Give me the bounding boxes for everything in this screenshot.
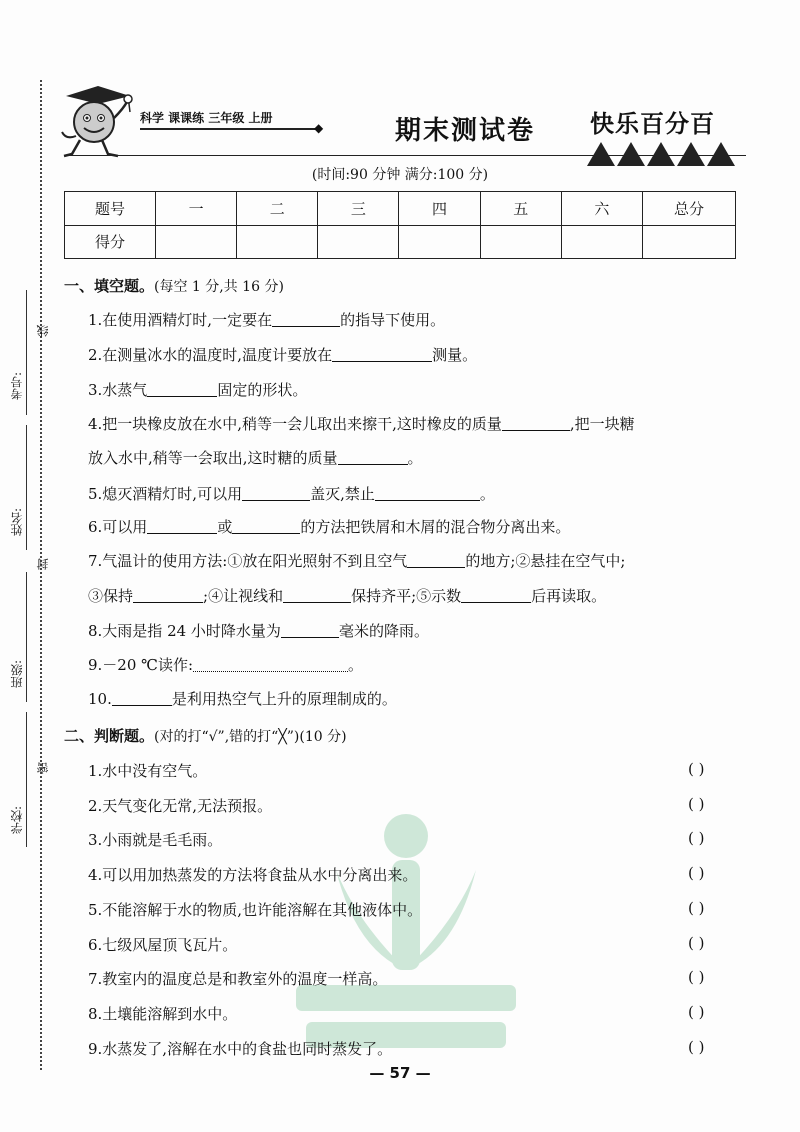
judge-question: 7.教室内的温度总是和教室外的温度一样高。 <box>88 970 388 988</box>
answer-parentheses[interactable]: ( ) <box>688 968 705 986</box>
name-field[interactable] <box>26 425 27 550</box>
school-label: 学校: <box>10 806 24 835</box>
answer-blank[interactable] <box>232 517 300 534</box>
series-label: 科学 课课练 三年级 上册 <box>140 111 273 125</box>
judge-question: 6.七级风屋顶飞瓦片。 <box>88 936 238 954</box>
binding-dotted-line <box>40 80 42 1070</box>
cut-mark-line: 线 <box>36 325 50 337</box>
score-row-label: 得分 <box>65 225 156 259</box>
page-number: — 57 — <box>369 1064 431 1082</box>
answer-blank[interactable] <box>147 517 217 534</box>
score-header-cell: 总分 <box>643 192 736 226</box>
score-row <box>65 225 736 259</box>
name-label: 姓名: <box>10 508 24 537</box>
answer-blank[interactable] <box>375 484 480 501</box>
fill-question-6: 6.可以用 或 的方法把铁屑和木屑的混合物分离出来。 <box>88 518 571 536</box>
arrow-icon: ◆ <box>314 121 324 135</box>
answer-blank[interactable] <box>112 689 172 706</box>
answer-blank[interactable] <box>272 310 340 327</box>
answer-blank[interactable] <box>193 655 348 672</box>
score-header-cell: 二 <box>237 192 318 226</box>
answer-blank[interactable] <box>461 586 531 603</box>
fill-question-9: 9.－20 ℃读作: 。 <box>88 656 364 674</box>
school-field[interactable] <box>26 712 27 847</box>
score-header-row <box>65 192 736 226</box>
judge-question: 2.天气变化无常,无法预报。 <box>88 797 273 815</box>
judge-question: 4.可以用加热蒸发的方法将食盐从水中分离出来。 <box>88 866 418 884</box>
score-cell[interactable] <box>237 225 318 259</box>
fill-question-1: 1.在使用酒精灯时,一定要在 的指导下使用。 <box>88 311 446 329</box>
answer-parentheses[interactable]: ( ) <box>688 1003 705 1021</box>
answer-parentheses[interactable]: ( ) <box>688 934 705 952</box>
score-header-cell: 五 <box>480 192 561 226</box>
series-underline <box>140 128 320 130</box>
fill-question-10: 10. 是利用热空气上升的原理制成的。 <box>88 690 397 708</box>
score-header-cell: 三 <box>318 192 399 226</box>
answer-blank[interactable] <box>502 414 570 431</box>
answer-blank[interactable] <box>242 484 310 501</box>
answer-parentheses[interactable]: ( ) <box>688 829 705 847</box>
judge-question: 5.不能溶解于水的物质,也许能溶解在其他液体中。 <box>88 901 423 919</box>
answer-parentheses[interactable]: ( ) <box>688 795 705 813</box>
score-cell[interactable] <box>643 225 736 259</box>
score-table <box>64 191 736 259</box>
score-header-cell: 一 <box>156 192 237 226</box>
fill-question-4: 4.把一块橡皮放在水中,稍等一会儿取出来擦干,这时橡皮的质量 ,把一块糖 <box>88 415 635 433</box>
fill-question-5: 5.熄灭酒精灯时,可以用 盖灭,禁止 。 <box>88 485 495 503</box>
watermark-icon <box>296 800 516 1050</box>
score-cell[interactable] <box>399 225 480 259</box>
cut-mark-seal: 封 <box>36 558 50 570</box>
answer-parentheses[interactable]: ( ) <box>688 760 705 778</box>
exam-id-field[interactable] <box>26 290 27 415</box>
exam-meta: (时间:90 分钟 满分:100 分) <box>311 167 489 183</box>
section-true-false-heading: 二、判断题。(对的打“√”,错的打“╳”)(10 分) <box>64 727 347 745</box>
answer-parentheses[interactable]: ( ) <box>688 899 705 917</box>
answer-blank[interactable] <box>283 586 351 603</box>
cut-mark-secret: 密 <box>36 762 50 774</box>
answer-blank[interactable] <box>147 380 217 397</box>
answer-blank[interactable] <box>338 448 408 465</box>
header-rule <box>66 155 746 156</box>
section-fill-in-heading: 一、填空题。(每空 1 分,共 16 分) <box>64 277 284 295</box>
score-cell[interactable] <box>156 225 237 259</box>
fill-question-7-cont: ③保持 ;④让视线和 保持齐平;⑤示数 后再读取。 <box>88 587 607 605</box>
fill-question-2: 2.在测量冰水的温度时,温度计要放在 测量。 <box>88 346 478 364</box>
fill-question-3: 3.水蒸气 固定的形状。 <box>88 381 308 399</box>
judge-question: 8.土壤能溶解到水中。 <box>88 1005 238 1023</box>
score-header-cell: 四 <box>399 192 480 226</box>
answer-blank[interactable] <box>407 551 465 568</box>
class-label: 班级: <box>10 660 24 689</box>
answer-blank[interactable] <box>332 345 432 362</box>
mascot-icon <box>58 82 140 162</box>
score-cell[interactable] <box>561 225 642 259</box>
fill-question-7: 7.气温计的使用方法:①放在阳光照射不到且空气 的地方;②悬挂在空气中; <box>88 552 626 570</box>
answer-blank[interactable] <box>133 586 203 603</box>
judge-question: 9.水蒸发了,溶解在水中的食盐也同时蒸发了。 <box>88 1040 393 1058</box>
exam-id-label: 考号: <box>10 372 24 401</box>
score-header-cell: 六 <box>561 192 642 226</box>
score-cell[interactable] <box>318 225 399 259</box>
fill-question-4-cont: 放入水中,稍等一会取出,这时糖的质量 。 <box>88 449 423 467</box>
answer-parentheses[interactable]: ( ) <box>688 864 705 882</box>
page-title: 期末测试卷 <box>395 116 536 146</box>
class-field[interactable] <box>26 572 27 702</box>
judge-question: 3.小雨就是毛毛雨。 <box>88 831 223 849</box>
answer-blank[interactable] <box>281 621 339 638</box>
answer-parentheses[interactable]: ( ) <box>688 1038 705 1056</box>
score-cell[interactable] <box>480 225 561 259</box>
brand-logo-text: 快乐百分百 <box>590 110 715 138</box>
score-header-cell: 题号 <box>65 192 156 226</box>
fill-question-8: 8.大雨是指 24 小时降水量为 毫米的降雨。 <box>88 622 429 640</box>
judge-question: 1.水中没有空气。 <box>88 762 208 780</box>
